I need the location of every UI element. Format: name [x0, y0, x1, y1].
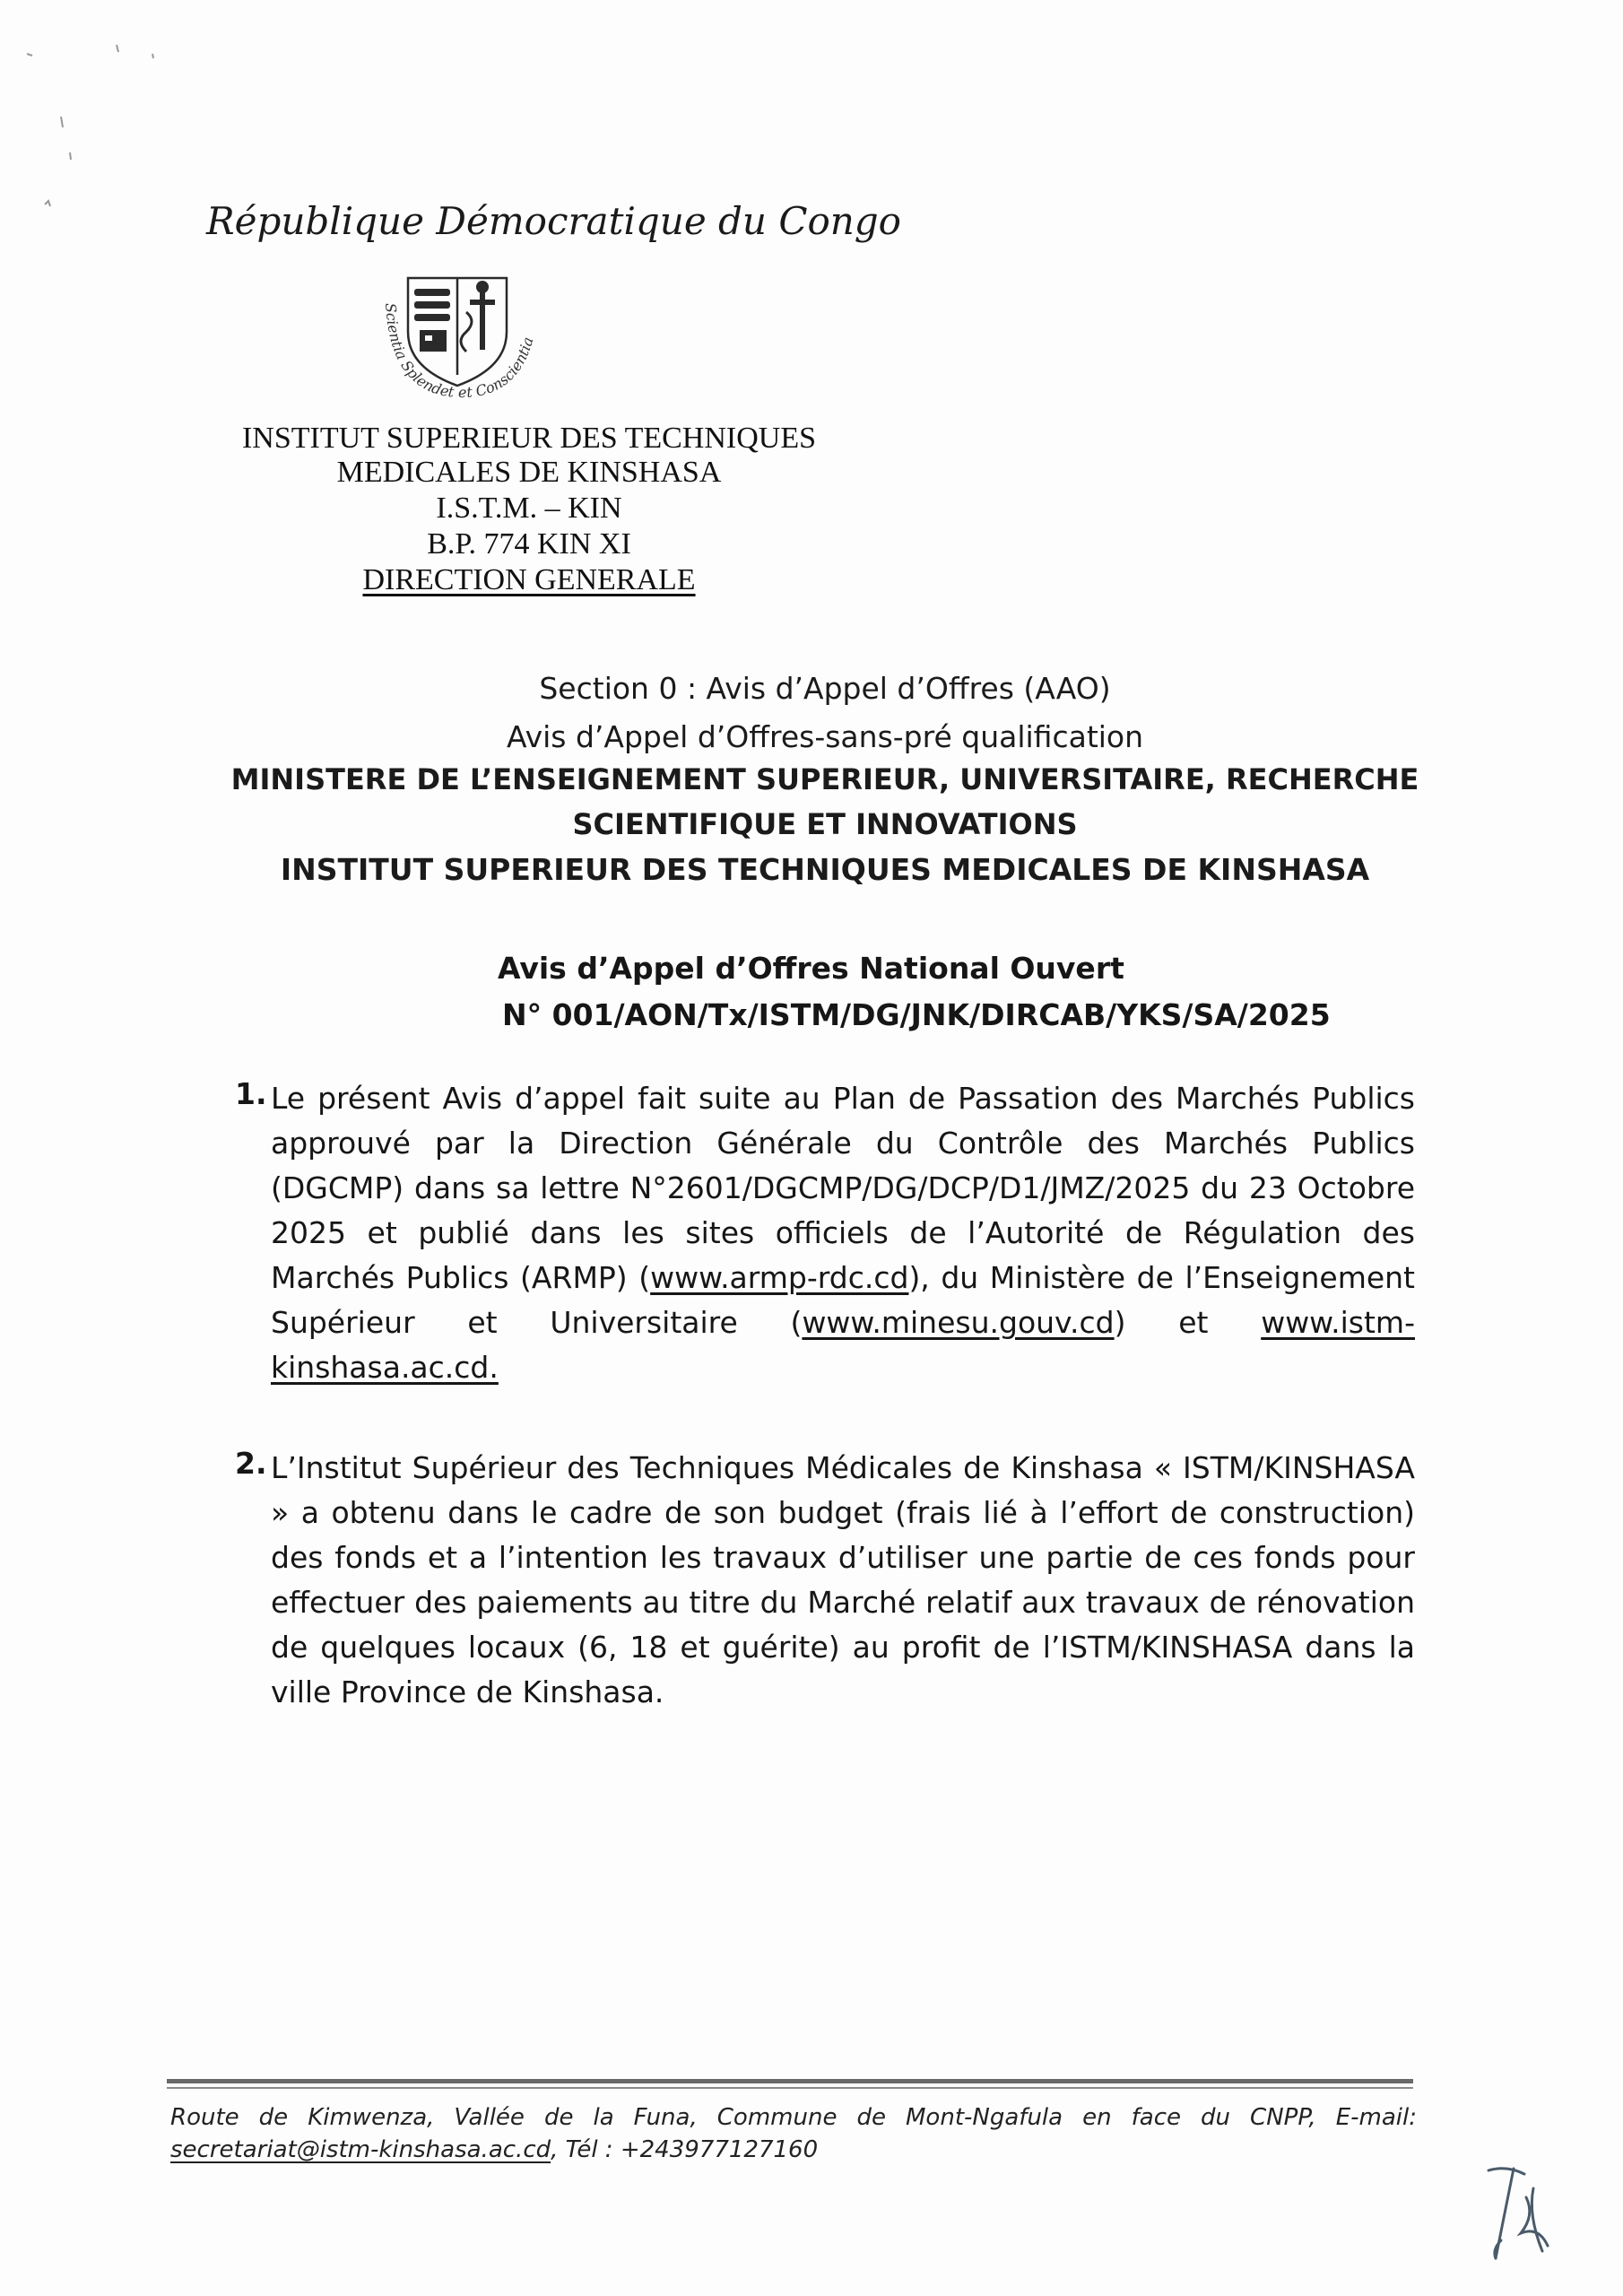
svg-text:Scientia Splendet et Conscient: Scientia Splendet et Conscientia [381, 302, 537, 402]
footer-rule [167, 2079, 1413, 2083]
footer-address-text: Route de Kimwenza, Vallée de la Funa, Commune de Mont-Ngafula en face du CNPP, E-mail: [170, 2104, 1417, 2131]
directorate-heading: DIRECTION GENERALE [362, 563, 696, 596]
footer-phone: , Tél : +243977127160 [551, 2136, 819, 2163]
institute-full-name: INSTITUT SUPERIEUR DES TECHNIQUES MEDICALES DE KINSHASA [280, 852, 1370, 887]
scan-marks [18, 18, 197, 215]
section-heading: Section 0 : Avis d’Appel d’Offres (AAO) [539, 671, 1111, 706]
ministry-line2: SCIENTIFIQUE ET INNOVATIONS [572, 807, 1078, 841]
tender-title: Avis d’Appel d’Offres National Ouvert [498, 951, 1124, 986]
country-heading: République Démocratique du Congo [206, 199, 901, 243]
paragraph-number-2: 2. [235, 1446, 267, 1481]
paragraph-1 [271, 1076, 1415, 1390]
paragraph-1-text-c: ) et [1114, 1305, 1262, 1340]
link-minesu[interactable]: www.minesu.gouv.cd [802, 1305, 1115, 1340]
link-armp[interactable]: www.armp-rdc.cd [650, 1260, 909, 1295]
footer-address [170, 2101, 1417, 2166]
postal-box: B.P. 774 KIN XI [427, 527, 631, 561]
paragraph-1-text-a: Le présent Avis d’appel fait suite au Plan de Passation des Marchés Publics approuvé par la Direction Générale du Contrôle des Marchés Publics (DGCMP) dans sa lettre N°2601/DGCMP/DG/DCP/D1/JMZ/2025 du 23 Octobre 2025 et publié dans les sites officiels de l’Autorité de Régulation des Marchés Publics (ARMP) ( [271, 1081, 1415, 1295]
institute-acronym: I.S.T.M. – KIN [436, 491, 622, 525]
institute-name-line1: INSTITUT SUPERIEUR DES TECHNIQUES [241, 422, 817, 455]
link-istm[interactable]: www.istm-kinshasa.ac.cd. [271, 1305, 1415, 1385]
institute-name-line2: MEDICALES DE KINSHASA [336, 456, 722, 489]
paragraph-number-1: 1. [235, 1076, 267, 1111]
ministry-line1: MINISTERE DE L’ENSEIGNEMENT SUPERIEUR, UNIVERSITAIRE, RECHERCHE [230, 762, 1419, 796]
paragraph-1-text-b: ), du Ministère de l’Enseignement Supérieur et Universitaire ( [271, 1260, 1416, 1340]
handwritten-initials [1480, 2152, 1560, 2269]
tender-reference: N° 001/AON/Tx/ISTM/DG/JNK/DIRCAB/YKS/SA/2025 [502, 997, 1331, 1032]
paragraph-2: L’Institut Supérieur des Techniques Médicales de Kinshasa « ISTM/KINSHASA » a obtenu dans le cadre de son budget (frais lié à l’effort de construction) des fonds et a l’intention les travaux d’utiliser une partie de ces fonds pour effectuer des paiements au titre du Marché relatif aux travaux de rénovation de quelques locaux (6, 18 et guérite) au profit de l’ISTM/KINSHASA dans la ville Province de Kinshasa. [271, 1450, 1415, 1709]
footer-rule-thin [167, 2087, 1413, 2089]
notice-subtitle: Avis d’Appel d’Offres-sans-pré qualification [506, 719, 1144, 754]
footer-email-link[interactable]: secretariat@istm-kinshasa.ac.cd [170, 2136, 551, 2163]
institute-seal-logo [359, 267, 565, 402]
